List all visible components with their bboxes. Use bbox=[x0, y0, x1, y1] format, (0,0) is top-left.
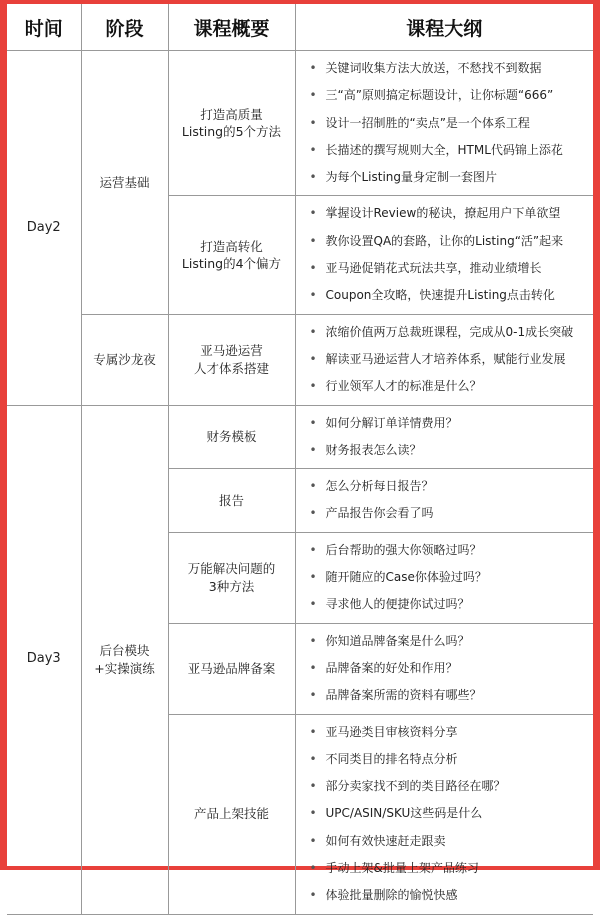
summary-cell bbox=[168, 314, 295, 405]
stage-cell: 后台模块+实操演练 bbox=[81, 405, 168, 914]
list-item: • 手动上架&批量上架产品练习 bbox=[308, 855, 588, 882]
list-item: • 掌握设计Review的秘诀，撩起用户下单欲望 bbox=[308, 200, 588, 227]
summary-cell bbox=[168, 405, 295, 469]
table-row bbox=[7, 314, 593, 405]
summary-line: 产品上架技能 bbox=[193, 806, 269, 822]
outline-cell bbox=[295, 532, 593, 623]
summary-line: 万能解决问题的 bbox=[187, 561, 276, 577]
list-item: • 为每个Listing量身定制一套图片 bbox=[308, 164, 588, 191]
list-item: • 教你设置QA的套路，让你的Listing“活”起来 bbox=[308, 228, 588, 255]
summary-line: 打造高质量 bbox=[200, 106, 263, 122]
outline-cell bbox=[295, 623, 593, 714]
outline-list bbox=[308, 410, 588, 465]
list-item: • 随开随应的Case你体验过吗？ bbox=[308, 564, 588, 591]
outline-list bbox=[308, 200, 588, 309]
summary-line: Listing的4个偏方 bbox=[181, 256, 282, 272]
summary-line: 财务模板 bbox=[206, 429, 257, 445]
outline-list bbox=[308, 319, 588, 401]
outline-list bbox=[308, 537, 588, 619]
list-item: • 后台帮助的强大你领略过吗？ bbox=[308, 537, 588, 564]
header-stage: 阶段 bbox=[81, 4, 168, 51]
outline-list bbox=[308, 473, 588, 528]
list-item: • 你知道品牌备案是什么吗？ bbox=[308, 628, 588, 655]
list-item: • 关键词收集方法大放送，不愁找不到数据 bbox=[308, 55, 588, 82]
list-item: • 如何分解订单详情费用？ bbox=[308, 410, 588, 437]
header-summary: 课程概要 bbox=[168, 4, 295, 51]
summary-line: 亚马逊运营 bbox=[200, 343, 263, 359]
list-item: • 体验批量删除的愉悦快感 bbox=[308, 882, 588, 909]
summary-cell bbox=[168, 532, 295, 623]
list-item: • 不同类目的排名特点分析 bbox=[308, 746, 588, 773]
summary-line: 3种方法 bbox=[208, 578, 255, 594]
summary-line: 报告 bbox=[218, 492, 244, 508]
list-item: • 长描述的撰写规则大全，HTML代码锦上添花 bbox=[308, 137, 588, 164]
stage-cell: 运营基础 bbox=[81, 51, 168, 315]
list-item: • 解读亚马逊运营人才培养体系，赋能行业发展 bbox=[308, 346, 588, 373]
list-item: • 品牌备案所需的资料有哪些？ bbox=[308, 682, 588, 709]
table-body bbox=[7, 51, 593, 915]
list-item: • 设计一招制胜的“卖点”是一个体系工程 bbox=[308, 110, 588, 137]
outline-list bbox=[308, 719, 588, 910]
summary-line: 亚马逊品牌备案 bbox=[187, 660, 276, 676]
table-row bbox=[7, 405, 593, 469]
list-item: • 浓缩价值两万总裁班课程，完成从0-1成长突破 bbox=[308, 319, 588, 346]
header-outline: 课程大纲 bbox=[295, 4, 593, 51]
course-table bbox=[7, 4, 593, 915]
outline-cell bbox=[295, 469, 593, 533]
list-item: • 产品报告你会看了吗 bbox=[308, 500, 588, 527]
list-item: • 寻求他人的便捷你试过吗？ bbox=[308, 591, 588, 618]
list-item: • 品牌备案的好处和作用？ bbox=[308, 655, 588, 682]
list-item: • 亚马逊促销花式玩法共享，推动业绩增长 bbox=[308, 255, 588, 282]
outline-cell bbox=[295, 405, 593, 469]
list-item: • 如何有效快速赶走跟卖 bbox=[308, 828, 588, 855]
list-item: • 行业领军人才的标准是什么？ bbox=[308, 373, 588, 400]
outline-list bbox=[308, 55, 588, 191]
summary-line: 打造高转化 bbox=[200, 238, 263, 254]
outline-cell bbox=[295, 51, 593, 196]
summary-cell bbox=[168, 623, 295, 714]
day-cell: Day3 bbox=[7, 405, 81, 914]
header-time: 时间 bbox=[7, 4, 81, 51]
list-item: • 怎么分析每日报告？ bbox=[308, 473, 588, 500]
list-item: • 亚马逊类目审核资料分享 bbox=[308, 719, 588, 746]
summary-cell bbox=[168, 51, 295, 196]
table-row bbox=[7, 51, 593, 196]
list-item: • 财务报表怎么读？ bbox=[308, 437, 588, 464]
outline-cell bbox=[295, 714, 593, 914]
list-item: • 部分卖家找不到的类目路径在哪？ bbox=[308, 773, 588, 800]
list-item: • UPC/ASIN/SKU这些码是什么 bbox=[308, 800, 588, 827]
outline-cell bbox=[295, 314, 593, 405]
summary-line: Listing的5个方法 bbox=[181, 124, 282, 140]
summary-line: 人才体系搭建 bbox=[193, 360, 269, 376]
outline-cell bbox=[295, 196, 593, 314]
header-row bbox=[7, 4, 593, 51]
outline-list bbox=[308, 628, 588, 710]
list-item: • 三“高”原则搞定标题设计，让你标题“666” bbox=[308, 82, 588, 109]
summary-cell bbox=[168, 714, 295, 914]
summary-cell bbox=[168, 469, 295, 533]
course-table-card bbox=[7, 4, 593, 903]
summary-cell bbox=[168, 196, 295, 314]
list-item: • Coupon全攻略，快速提升Listing点击转化 bbox=[308, 282, 588, 309]
day-cell: Day2 bbox=[7, 51, 81, 406]
stage-cell: 专属沙龙夜 bbox=[81, 314, 168, 405]
